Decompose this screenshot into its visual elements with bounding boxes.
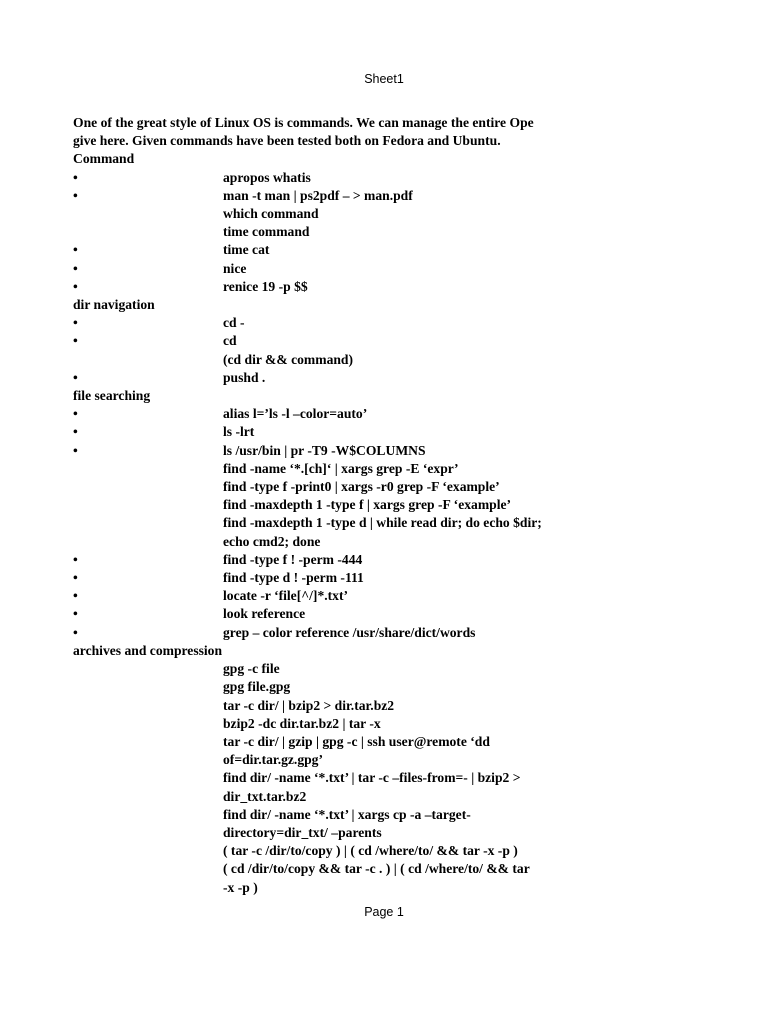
command-line: find -maxdepth 1 -type f | xargs grep -F ‘example’ (223, 497, 512, 513)
command-row (73, 241, 581, 259)
section-heading: dir navigation (73, 297, 155, 313)
command-line: -x -p ) (223, 879, 258, 895)
bullet-marker (73, 678, 223, 696)
bullet-marker (73, 697, 223, 715)
bullet-marker (73, 496, 223, 514)
command-line: find -type f -print0 | xargs -r0 grep -F ‘example’ (223, 479, 500, 495)
command-text (223, 697, 573, 715)
command-text (223, 278, 573, 296)
command-row (73, 678, 581, 696)
command-line: ls -lrt (223, 424, 255, 440)
bullet-marker: • (73, 278, 78, 294)
command-line: of=dir.tar.gz.gpg’ (223, 752, 324, 768)
command-row (73, 187, 581, 205)
command-row (73, 478, 581, 496)
bullet-marker: • (73, 406, 78, 422)
section-heading: Command (73, 151, 135, 167)
command-row (73, 369, 581, 387)
command-line: find -name ‘*.[ch]‘ | xargs grep -E ‘expr’ (223, 460, 459, 476)
bullet-marker: • (73, 606, 78, 622)
command-text (223, 241, 573, 259)
command-text (223, 405, 573, 423)
command-row (73, 587, 581, 605)
bullet-marker (73, 842, 223, 860)
command-line: cd - (223, 315, 245, 331)
bullet-marker (73, 351, 223, 369)
bullet-marker (73, 806, 223, 842)
command-line: ( cd /dir/to/copy && tar -c . ) | ( cd /where/to/ && tar (223, 861, 530, 877)
command-line: time command (223, 224, 310, 240)
command-row (73, 496, 581, 514)
bullet-marker (73, 769, 223, 805)
bullet-marker: • (73, 260, 78, 276)
command-line: gpg -c file (223, 661, 280, 677)
command-text (223, 715, 573, 733)
command-row (73, 806, 581, 842)
command-row (73, 697, 581, 715)
command-text (223, 551, 573, 569)
command-row (73, 842, 581, 860)
bullet-marker: • (73, 369, 78, 385)
command-text (223, 205, 573, 223)
command-text (223, 369, 573, 387)
command-row (73, 460, 581, 478)
command-row (73, 514, 581, 550)
bullet-marker: • (73, 551, 78, 567)
sheet-header: Sheet1 (364, 72, 404, 86)
command-line: nice (223, 260, 247, 276)
command-line: time cat (223, 242, 270, 258)
bullet-marker (73, 223, 223, 241)
command-text (223, 351, 573, 369)
command-row (73, 442, 581, 460)
command-line: man -t man | ps2pdf – > man.pdf (223, 187, 413, 203)
command-text (223, 187, 573, 205)
command-row (73, 405, 581, 423)
command-line: tar -c dir/ | bzip2 > dir.tar.bz2 (223, 697, 395, 713)
command-row (73, 660, 581, 678)
command-text (223, 860, 573, 896)
section-heading: archives and compression (73, 642, 223, 658)
intro-line: give here. Given commands have been tested both on Fedora and Ubuntu. (73, 133, 501, 149)
command-row (73, 223, 581, 241)
command-text (223, 806, 573, 842)
command-row (73, 314, 581, 332)
bullet-marker: • (73, 169, 78, 185)
bullet-marker: • (73, 333, 78, 349)
bullet-marker (73, 860, 223, 896)
command-text (223, 442, 573, 460)
command-text (223, 314, 573, 332)
command-line: find dir/ -name ‘*.txt’ | tar -c –files-from=- | bzip2 > (223, 770, 521, 786)
command-text (223, 514, 573, 550)
intro-line: One of the great style of Linux OS is commands. We can manage the entire Ope (73, 115, 534, 130)
bullet-marker (73, 478, 223, 496)
command-text (223, 423, 573, 441)
command-line: (cd dir && command) (223, 351, 354, 367)
bullet-marker (73, 660, 223, 678)
command-line: gpg file.gpg (223, 679, 291, 695)
command-row (73, 605, 581, 623)
bullet-marker: • (73, 570, 78, 586)
page-number: Page 1 (364, 905, 404, 919)
command-row (73, 715, 581, 733)
command-text (223, 769, 573, 805)
command-line: ls /usr/bin | pr -T9 -W$COLUMNS (223, 442, 426, 458)
command-row (73, 423, 581, 441)
command-row (73, 332, 581, 350)
bullet-marker: • (73, 588, 78, 604)
command-line: which command (223, 206, 319, 222)
bullet-marker: • (73, 242, 78, 258)
command-line: locate -r ‘file[^/]*.txt’ (223, 588, 349, 604)
command-line: grep – color reference /usr/share/dict/words (223, 624, 476, 640)
command-text (223, 332, 573, 350)
bullet-marker: • (73, 442, 78, 458)
document-body (73, 114, 581, 897)
command-text (223, 733, 573, 769)
bullet-marker: • (73, 424, 78, 440)
command-row (73, 769, 581, 805)
bullet-marker (73, 715, 223, 733)
command-text (223, 587, 573, 605)
bullet-marker (73, 460, 223, 478)
command-text (223, 260, 573, 278)
command-line: directory=dir_txt/ –parents (223, 824, 382, 840)
command-row (73, 624, 581, 642)
command-line: alias l=’ls -l –color=auto’ (223, 406, 368, 422)
command-text (223, 478, 573, 496)
command-row (73, 860, 581, 896)
command-line: apropos whatis (223, 169, 311, 185)
bullet-marker: • (73, 187, 78, 203)
command-row (73, 260, 581, 278)
section-heading: file searching (73, 388, 151, 404)
command-text (223, 460, 573, 478)
command-row (73, 569, 581, 587)
command-line: pushd . (223, 369, 266, 385)
command-line: cd (223, 333, 237, 349)
command-text (223, 842, 573, 860)
command-line: renice 19 -p $$ (223, 278, 308, 294)
command-text (223, 169, 573, 187)
command-row (73, 733, 581, 769)
command-text (223, 569, 573, 587)
bullet-marker (73, 733, 223, 769)
bullet-marker (73, 514, 223, 550)
bullet-marker: • (73, 624, 78, 640)
command-row (73, 551, 581, 569)
command-line: dir_txt.tar.bz2 (223, 788, 307, 804)
command-text (223, 605, 573, 623)
command-row (73, 205, 581, 223)
command-text (223, 678, 573, 696)
command-line: find dir/ -name ‘*.txt’ | xargs cp -a –target- (223, 806, 471, 822)
bullet-marker (73, 205, 223, 223)
command-line: tar -c dir/ | gzip | gpg -c | ssh user@remote ‘dd (223, 733, 490, 749)
command-row (73, 351, 581, 369)
command-line: echo cmd2; done (223, 533, 321, 549)
command-line: find -type d ! -perm -111 (223, 570, 364, 586)
command-line: find -type f ! -perm -444 (223, 551, 363, 567)
command-text (223, 496, 573, 514)
command-text (223, 624, 573, 642)
command-row (73, 169, 581, 187)
command-text (223, 223, 573, 241)
command-row (73, 278, 581, 296)
command-line: find -maxdepth 1 -type d | while read dir; do echo $dir; (223, 515, 542, 531)
bullet-marker: • (73, 315, 78, 331)
command-line: ( tar -c /dir/to/copy ) | ( cd /where/to/ && tar -x -p ) (223, 843, 518, 859)
command-line: look reference (223, 606, 306, 622)
command-text (223, 660, 573, 678)
command-line: bzip2 -dc dir.tar.bz2 | tar -x (223, 715, 381, 731)
